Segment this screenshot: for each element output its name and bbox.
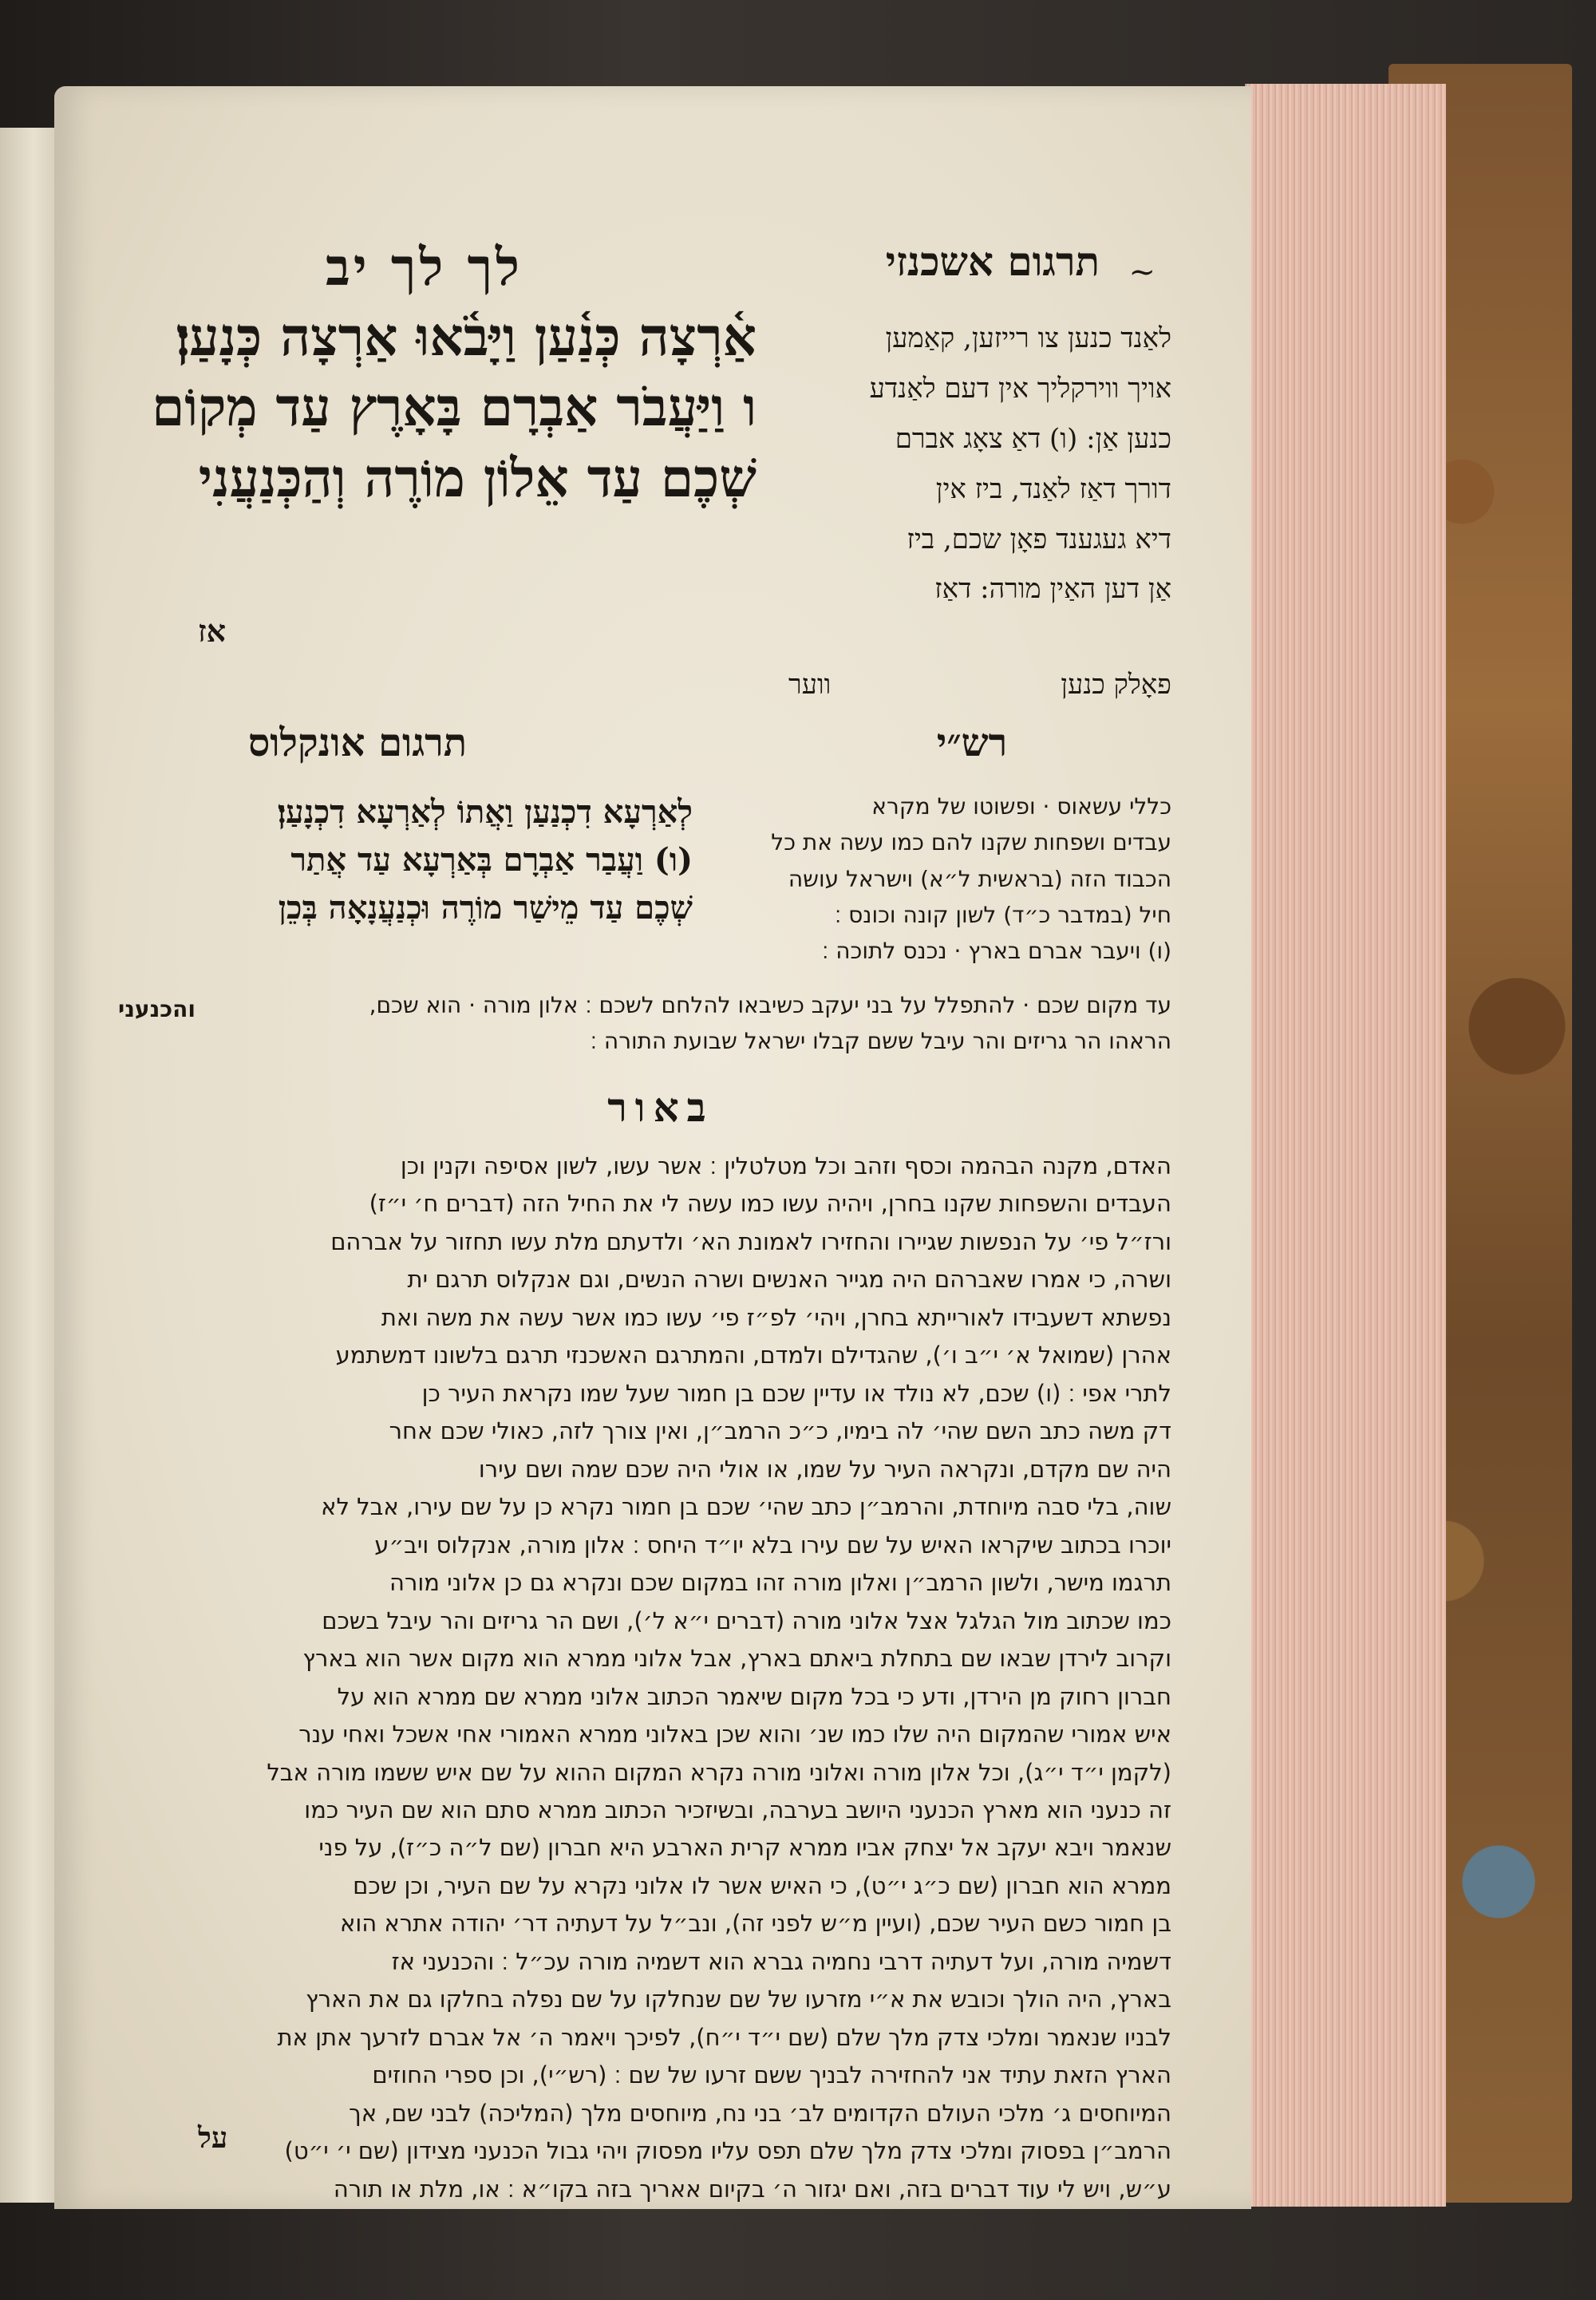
- biur-catchword: על: [198, 2121, 228, 2155]
- biur-line: תרגמו מישר, ולשון הרמב״ן ואלון מורה זהו במקום שכם ונקרא גם כן אלוני מורה: [389, 1569, 1171, 1597]
- rashi-tail-line: הראהו הר גריזים והר עיבל ששם קבלו ישראל שבועת התורה ׃: [590, 1027, 1171, 1054]
- biur-line: האדם, מקנה הבהמה וכסף וזהב וכל מטלטלין ׃ אשר עשו, לשון אסיפה וקנין וכן: [400, 1152, 1171, 1180]
- biur-commentary: [94, 1148, 1171, 2208]
- translation-catch-row: [788, 669, 1171, 701]
- biur-line: לתרי אפי ׃ (ו) שכם, לא נולד או עדיין שכם בן חמור שעל שמו נקראת העיר כן: [421, 1379, 1171, 1407]
- verse-line: אַ֫רְצָה כְּנַ֫עַן וַיָּבֹ֫אוּ אַרְצָה כְּנָעַן׃: [176, 306, 757, 368]
- rashi-line: כללי עשאוס · ופשוטו של מקרא: [871, 793, 1171, 820]
- onkelos-heading: תרגום אונקלוס: [247, 721, 468, 765]
- biur-line: איש אמורי שהמקום היה שלו כמו שנ׳ והוא שכן באלוני ממרא האמורי אחי אשכל ואחי ענר: [298, 1721, 1171, 1749]
- biur-line: זה כנעני הוא מארץ הכנעני היושב בערבה, ובשיזכיר הכתוב ממרא סתם הוא שם העיר כמו: [304, 1796, 1171, 1824]
- running-header-translation: תרגום אשכנזי: [885, 238, 1100, 285]
- translation-line: אויך ווירקליך אין דעם לאַנדע: [869, 372, 1171, 405]
- onkelos-line: (ו) וַעֲבַר אַבְרָם בְּאַרְעָא עַד אֲתַר: [290, 841, 693, 879]
- book-page: [54, 86, 1251, 2209]
- onkelos-line: שְׁכֶם עַד מֵישַׁר מוֹרֶה וּכְנַעֲנָאָה בְּכֵן: [278, 889, 693, 927]
- onkelos-text: [118, 788, 693, 932]
- translation-line: אַן דען האַין מורה: דאַז: [934, 573, 1171, 606]
- biur-line: היה שם מקדם, ונקראה העיר על שמו, או אולי היה שכם שמה ושם עירו: [478, 1455, 1171, 1483]
- biur-line: לבניו שנאמר ומלכי צדק מלך שלם (שם י״ד י״ח), לפיכך ויאמר ה׳ אל אברם לזרעך אתן את: [277, 2023, 1171, 2051]
- biur-line: ושרה, כי אמרו שאברהם היה מגייר האנשים ושרה הנשים, וגם אנקלוס תרגם ית: [407, 1266, 1171, 1294]
- biur-line: נפשתא דשעבידו לאורייתא בחרן, ויהי׳ לפ״ז פי׳ עשו כמו אשר עשה את משה ואת: [381, 1303, 1171, 1331]
- biur-line: וקרוב לירדן שבאו שם בתחלת ביאתם בארץ, אבל אלוני ממרא הוא מקום אשר הוא בארץ: [302, 1645, 1171, 1673]
- rashi-heading: רש״י: [936, 721, 1008, 765]
- biur-line: שנאמר ויבא יעקב אל יצחק אביו ממרא קרית הארבע היא חברון (שם ל״ה כ״ז), על פני: [318, 1834, 1171, 1862]
- rashi-continuation: [94, 988, 1171, 1060]
- running-header-parasha: לך לך יב: [326, 238, 523, 298]
- verse-text: [102, 302, 757, 513]
- translation-line: דיא געגענד פאָן שכם, ביז: [907, 523, 1171, 555]
- biur-line: בן חמור כשם העיר שכם, (ועיין מ״ש לפני זה), ונב״ל על דעתיה דר׳ יהודה אתרא הוא: [339, 1910, 1171, 1938]
- page-block-edge: [1245, 84, 1446, 2207]
- rashi-line: הכבוד הזה (בראשית ל״א) וישראל עושה: [788, 865, 1171, 892]
- german-translation: [788, 314, 1171, 615]
- verse-catchword: אז: [198, 613, 226, 649]
- header-ornament-icon: ~: [1128, 254, 1156, 290]
- rashi-commentary: [661, 788, 1171, 970]
- biur-line: דק משה כתב השם שהי׳ לה בימיו, כ״כ הרמב״ן, ואין צורך לזה, כאולי שכם אחר: [389, 1417, 1171, 1445]
- biur-line: כמו שכתוב מול הגלגל אצל אלוני מורה (דברים י״א ל׳), ושם הר גריזים והר עיבל בשכם: [322, 1606, 1171, 1634]
- page-text-area: [94, 150, 1203, 2203]
- biur-line: חברון רחוק מן הירדן, ודע כי בכל מקום שיאמר הכתוב אלוני ממרא שם ממרא הוא על: [337, 1682, 1171, 1710]
- translation-line: לאַנד כנען צו רייזען, קאַמען: [885, 322, 1171, 354]
- biur-line: דשמיה מורה, ועל דעתיה דרבי נחמיה גברא הוא דשמיה מורה עכ״ל ׃ והכנעני אז: [391, 1947, 1171, 1975]
- biur-line: בארץ, היה הולך וכובש את א״י מזרעו של שם שנחלקו על שם נפלה בחלקו גם את הארץ: [306, 1986, 1171, 2013]
- biur-line: ממרא הוא חברון (שם כ״ג י״ט), כי האיש אשר לו אלוני נקרא על שם העיר, וכן שכם: [353, 1871, 1171, 1899]
- translation-line: כנען אַן: (ו) דאַ צאָג אברם: [895, 422, 1171, 455]
- biur-line: ע״ש, ויש לי עוד דברים בזה, ואם יגזור ה׳ בקיום אאריך בזה בקו״א ׃ או, מלת או תורה: [333, 2175, 1171, 2203]
- biur-line: אהרן (שמואל א׳ י״ב ו׳), שהגדילם ולמדם, והמתרגם האשכנזי תרגם בלשונו דמשתמע: [335, 1342, 1171, 1369]
- biur-line: (לקמן י״ד י״ג), וכל אלון מורה ואלוני מורה נקרא המקום ההוא על שם איש ששמו מורה אבל: [267, 1758, 1171, 1786]
- translation-line: דורך דאַז לאַנד, ביז אין: [935, 472, 1171, 505]
- biur-line: העבדים והשפחות שקנו בחרן, ויהיה עשו כמו עשה לי את החיל הזה (דברים ח׳ י״ז): [369, 1190, 1171, 1218]
- biur-line: הרמב״ן בפסוק ומלכי צדק מלך שלם תפס עליו מפסוק ויהי גבול הכנעני מצידון (שם י׳ י״ט): [284, 2137, 1171, 2165]
- verse-line: שְׁכֶם עַד אֵלוֹן מוֹרֶה וְהַכְּנַעֲנִי: [198, 446, 757, 509]
- rashi-line: חיל (במדבר כ״ד) לשון קונה וכונס ׃: [834, 902, 1171, 929]
- rashi-catchword: והכנעני: [118, 996, 196, 1022]
- onkelos-line: לְאַרְעָא דִכְנַעַן וַאֲתוֹ לְאַרְעָא דִכְנָעַן׃: [277, 793, 693, 831]
- rashi-tail-line: עד מקום שכם · להתפלל על בני יעקב כשיבאו להלחם לשכם ׃ אלון מורה · הוא שכם,: [369, 992, 1171, 1018]
- biur-line: הארץ הזאת עתיד אני להחזירה לבניך ששם זרעו של שם ׃ (רש״י), וכן ספרי החוזים: [372, 2061, 1171, 2089]
- biur-line: המיוחסים ג׳ מלכי העולם הקדומים לב׳ בני נח, מיוחסים מלך (המליכה) לבני שם, אך: [349, 2099, 1171, 2127]
- translation-catch-left: ווער: [788, 669, 832, 701]
- rashi-line: (ו) ויעבר אברם בארץ · נכנס לתוכה ׃: [822, 938, 1171, 965]
- biur-line: יוכרו בכתוב שיקראו האיש על שם עירו בלא יו״ד היחס ׃ אלון מורה, אנקלוס ויב״ע: [374, 1531, 1171, 1559]
- translation-catch-right: פאָלק כנען: [1061, 669, 1171, 701]
- biur-line: ורז״ל פי׳ על הנפשות שגיירו והחזירו לאמונת הא׳ ולדעתם מלת עשו תחזור על אברהם: [330, 1227, 1171, 1255]
- biur-heading: באור: [607, 1084, 714, 1131]
- verse-line: ו וַיַּעֲבֹר אַבְרָם בָּאָרֶץ עַד מְקוֹם: [152, 376, 757, 439]
- biur-line: שוה, בלי סבה מיוחדת, והרמב״ן כתב שהי׳ שכם בן חמור נקרא כן על שם עירו, אבל לא: [321, 1493, 1171, 1521]
- rashi-line: עבדים ושפחות שקנו להם כמו עשה את כל: [771, 829, 1171, 856]
- left-page-edge: [0, 128, 57, 2203]
